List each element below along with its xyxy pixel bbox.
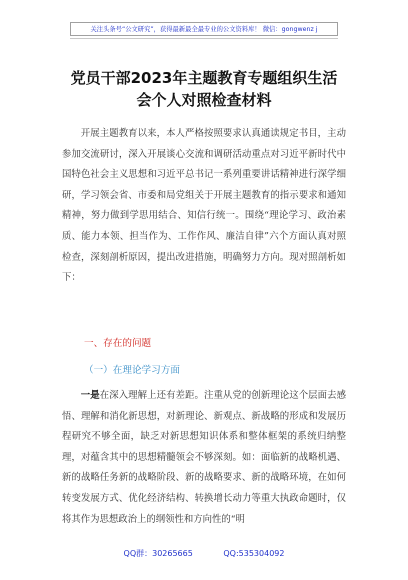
- intro-paragraph: 开展主题教育以来，本人严格按照要求认真通读规定书目，主动参加交流研讨，深入开展谈心交流和调研活动重点对习近平新时代中国特色社会主义思想和习近平总书记一系列重要讲话精神进行深学细研，学习领会省、市委和局党组关于开展主题教育的指示要求和通知精神，努力做到学思用结合、知信行统一。围绕“理论学习、政治素质、能力本领、担当作为、工作作风、廉洁自律”六个方面认真对照检查，深刻剖析原因，提出改进措施，明确努力方向。现对照剖析如下：: [62, 128, 346, 284]
- promo-banner: 关注头条号“公文研究”，获得最新最全最专业的公文资料库！ 微信：gongwenz j: [70, 22, 338, 36]
- footer-qq: QQ:535304092: [223, 549, 285, 558]
- footer-qq-group: QQ群：30265665: [123, 549, 193, 558]
- point-lead: 一是: [80, 390, 100, 401]
- subsection-heading: （一）在理论学习方面: [84, 365, 180, 376]
- section-heading: 一、存在的问题: [84, 338, 152, 349]
- doc-title-line1: 党员干部2023年主题教育专题组织生活: [70, 69, 338, 87]
- point-body: 在深入理解上还有差距。注重从党的创新理论这个层面去感悟、理解和消化新思想，对新理论、新观点、新战略的形成和发展历程研究不够全面，缺乏对新思想知识体系和整体框架的系统归纳整理，对蕴含其中的思想精髓领会不够深刻。如：面临新的战略机遇、新的战略任务新的战略阶段、新的战略要求、新的战略环境，在如何转变发展方式、优化经济结构、转换增长动力等重大执政命题时，仅将其作为思想政治上的纲领性和方向性的“明: [62, 390, 346, 525]
- doc-title-line2: 会个人对照检查材料: [136, 91, 272, 109]
- header-rule: [70, 38, 338, 39]
- footer-contact: [0, 548, 408, 559]
- point-paragraph: [62, 386, 346, 530]
